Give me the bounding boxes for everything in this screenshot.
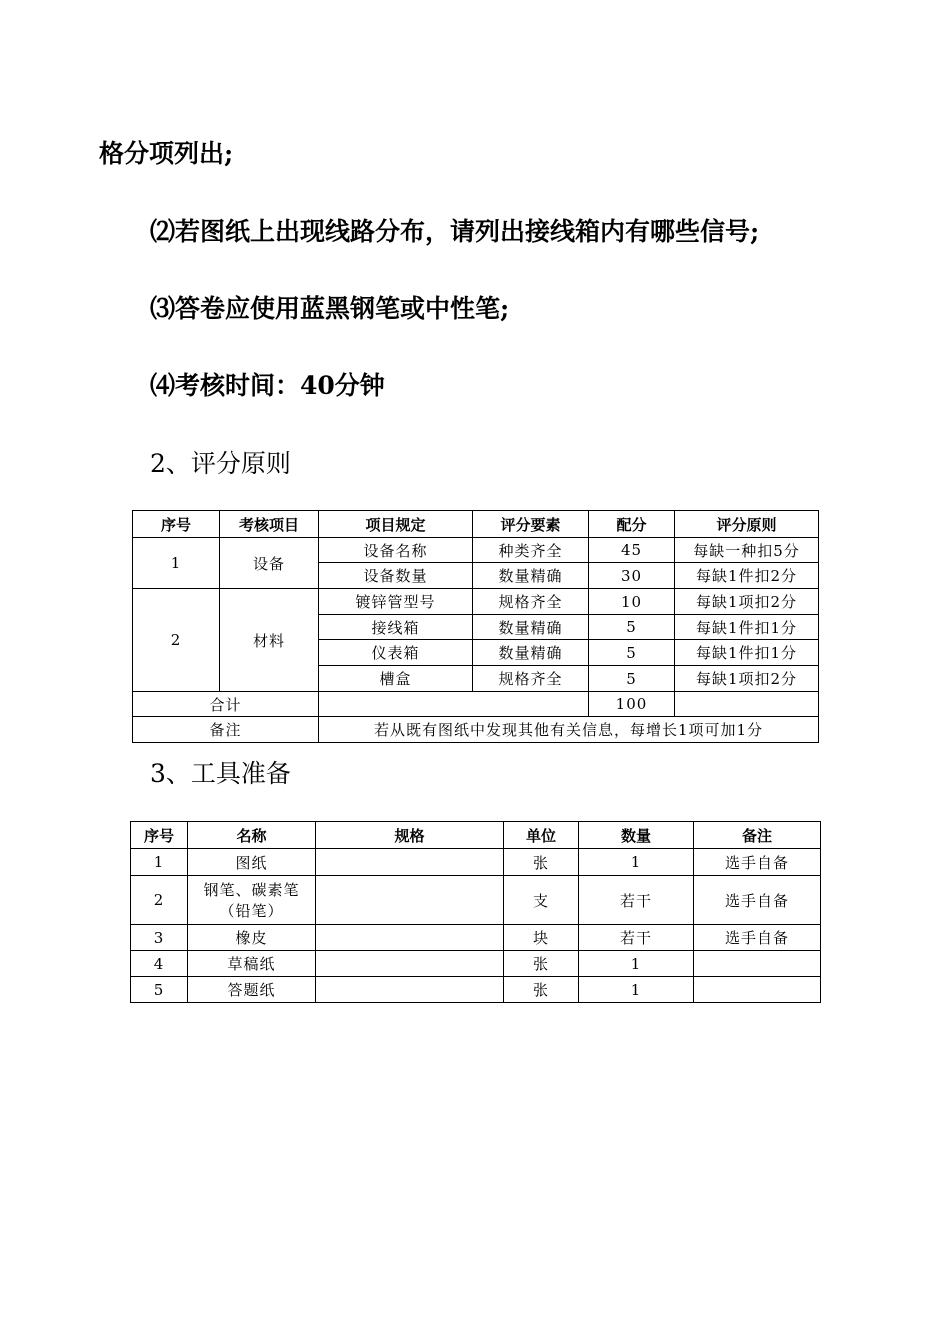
element-cell: 数量精确 (473, 615, 589, 640)
unit-cell: 支 (504, 876, 579, 925)
qty-cell: 若干 (579, 876, 694, 925)
score-cell: 45 (589, 538, 675, 563)
rule-cell: 设备名称 (319, 538, 473, 563)
principle-cell: 每缺1件扣1分 (675, 615, 819, 640)
index-cell: 3 (131, 925, 188, 951)
rule-cell: 设备数量 (319, 563, 473, 589)
table-row (131, 951, 821, 977)
note-cell: 选手自备 (694, 876, 821, 925)
table-row (131, 925, 821, 951)
text-line-2: ⑵若图纸上出现线路分布，请列出接线箱内有哪些信号; (150, 217, 760, 246)
unit-cell: 块 (504, 925, 579, 951)
header-name: 名称 (188, 822, 316, 849)
scoring-table (132, 510, 819, 743)
score-cell: 5 (589, 615, 675, 640)
principle-cell: 每缺一种扣5分 (675, 538, 819, 563)
note-cell (694, 951, 821, 977)
name-cell: 草稿纸 (188, 951, 316, 977)
element-cell: 规格齐全 (473, 589, 589, 615)
qty-cell: 1 (579, 977, 694, 1003)
rule-cell: 槽盒 (319, 666, 473, 692)
total-empty (319, 692, 589, 717)
score-cell: 30 (589, 563, 675, 589)
note-text: 若从既有图纸中发现其他有关信息，每增长1项可加1分 (319, 717, 819, 743)
table-row (131, 849, 821, 876)
group-item: 材料 (220, 589, 319, 692)
header-score: 配分 (589, 511, 675, 538)
header-index: 序号 (133, 511, 220, 538)
qty-cell: 若干 (579, 925, 694, 951)
name-line-1: 钢笔、碳素笔 (203, 881, 300, 899)
name-cell (188, 876, 316, 925)
header-note: 备注 (694, 822, 821, 849)
section-2-title: 2、评分原则 (150, 449, 291, 478)
text-line-4: ⑷考核时间：40分钟 (150, 371, 385, 400)
group-index: 1 (133, 538, 220, 589)
index-cell: 2 (131, 876, 188, 925)
group-index: 2 (133, 589, 220, 692)
score-cell: 10 (589, 589, 675, 615)
index-cell: 5 (131, 977, 188, 1003)
score-cell: 5 (589, 666, 675, 692)
rule-cell: 镀锌管型号 (319, 589, 473, 615)
index-cell: 1 (131, 849, 188, 876)
note-label: 备注 (133, 717, 319, 743)
total-score: 100 (589, 692, 675, 717)
principle-cell: 每缺1件扣2分 (675, 563, 819, 589)
principle-cell: 每缺1项扣2分 (675, 589, 819, 615)
section-3-title: 3、工具准备 (150, 759, 291, 788)
unit-cell: 张 (504, 849, 579, 876)
rule-cell: 接线箱 (319, 615, 473, 640)
text-line-3: ⑶答卷应使用蓝黑钢笔或中性笔; (150, 294, 510, 323)
header-item: 考核项目 (220, 511, 319, 538)
name-cell: 图纸 (188, 849, 316, 876)
rule-cell: 仪表箱 (319, 640, 473, 666)
name-line-2: （铅笔） (219, 902, 284, 920)
header-rule: 项目规定 (319, 511, 473, 538)
table-row (131, 876, 821, 925)
note-cell (694, 977, 821, 1003)
element-cell: 数量精确 (473, 563, 589, 589)
name-cell: 答题纸 (188, 977, 316, 1003)
total-principle-empty (675, 692, 819, 717)
header-index: 序号 (131, 822, 188, 849)
score-cell: 5 (589, 640, 675, 666)
name-cell: 橡皮 (188, 925, 316, 951)
spec-cell (316, 876, 504, 925)
element-cell: 种类齐全 (473, 538, 589, 563)
spec-cell (316, 951, 504, 977)
spec-cell (316, 977, 504, 1003)
qty-cell: 1 (579, 951, 694, 977)
header-principle: 评分原则 (675, 511, 819, 538)
note-row (133, 717, 819, 743)
table-row (131, 977, 821, 1003)
total-label: 合计 (133, 692, 319, 717)
group-item: 设备 (220, 538, 319, 589)
header-element: 评分要素 (473, 511, 589, 538)
text-line-1: 格分项列出; (99, 139, 234, 168)
header-spec: 规格 (316, 822, 504, 849)
element-cell: 规格齐全 (473, 666, 589, 692)
tools-header-row (131, 822, 821, 849)
header-qty: 数量 (579, 822, 694, 849)
header-unit: 单位 (504, 822, 579, 849)
scoring-header-row (133, 511, 819, 538)
spec-cell (316, 849, 504, 876)
unit-cell: 张 (504, 977, 579, 1003)
table-row (133, 538, 819, 563)
index-cell: 4 (131, 951, 188, 977)
note-cell: 选手自备 (694, 925, 821, 951)
principle-cell: 每缺1件扣1分 (675, 640, 819, 666)
table-row (133, 589, 819, 615)
unit-cell: 张 (504, 951, 579, 977)
element-cell: 数量精确 (473, 640, 589, 666)
spec-cell (316, 925, 504, 951)
tools-table (130, 821, 821, 1003)
principle-cell: 每缺1项扣2分 (675, 666, 819, 692)
note-cell: 选手自备 (694, 849, 821, 876)
total-row (133, 692, 819, 717)
qty-cell: 1 (579, 849, 694, 876)
